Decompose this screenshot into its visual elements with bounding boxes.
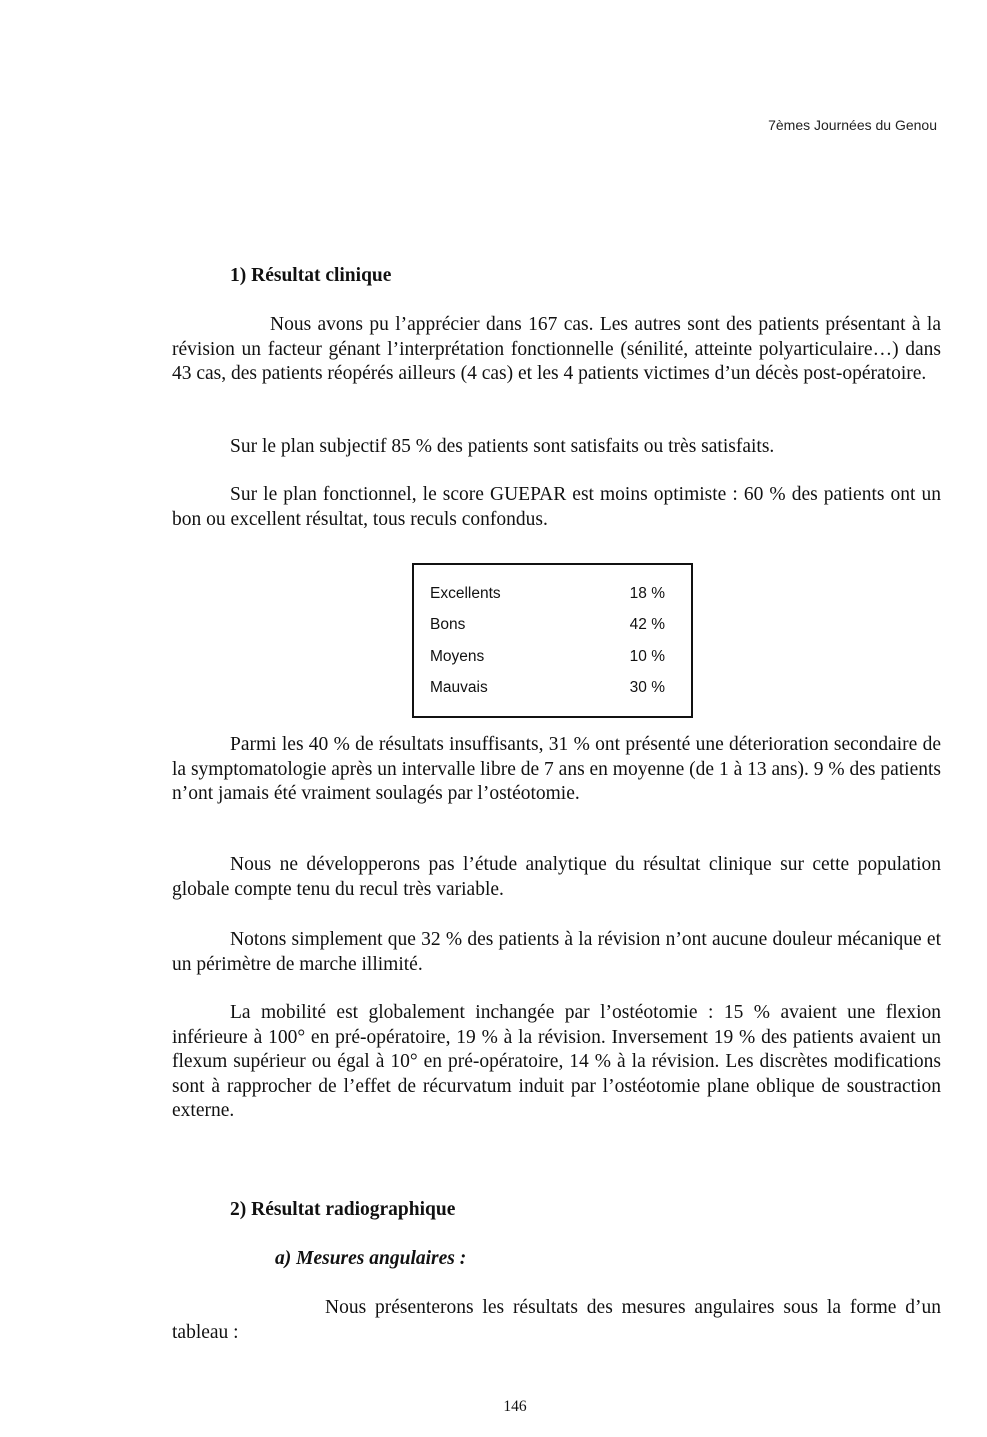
table-row-percent: 30 % <box>629 679 665 696</box>
table-row <box>430 585 665 605</box>
paragraph-functional: Sur le plan fonctionnel, le score GUEPAR est moins optimiste : 60 % des patients ont un bon ou excellent résultat, tous reculs confondus. <box>172 484 941 530</box>
paragraph-analytic-study: Nous ne développerons pas l’étude analytique du résultat clinique sur cette population globale compte tenu du recul très variable. <box>172 854 941 900</box>
table-row-category: Mauvais <box>430 679 488 696</box>
table-row-percent: 18 % <box>629 585 665 602</box>
table-row-percent: 10 % <box>629 648 665 665</box>
paragraph-pain-free: Notons simplement que 32 % des patients à la révision n’ont aucune douleur mécanique et un périmètre de marche illimité. <box>172 929 941 975</box>
table-row-category: Excellents <box>430 585 501 602</box>
paragraph-mobility: La mobilité est globalement inchangée par l’ostéotomie : 15 % avaient une flexion inférieure à 100° en pré-opératoire, 19 % à la révision. Inversement 19 % des patients avaient un flexum supérieur ou égal à 10° en pré-opératoire, 14 % à la révision. Les discrètes modifications sont à rapprocher de l’effet de récurvatum induit par l’ostéotomie plane oblique de soustraction externe. <box>172 1002 941 1121</box>
subsection-heading-angular-measures: a) Mesures angulaires : <box>275 1248 467 1269</box>
table-row-category: Moyens <box>430 648 485 665</box>
table-row <box>430 616 665 636</box>
section-heading-clinical-result: 1) Résultat clinique <box>230 265 392 286</box>
running-header: 7èmes Journées du Genou <box>768 117 937 133</box>
paragraph-angular-intro: Nous présenterons les résultats des mesures angulaires sous la forme d’un tableau : <box>172 1297 941 1343</box>
section-heading-radiographic-result: 2) Résultat radiographique <box>230 1199 456 1220</box>
paragraph-clinical-intro: Nous avons pu l’apprécier dans 167 cas. Les autres sont des patients présentant à la révision un facteur génant l’interprétation fonctionnelle (sénilité, atteinte polyarticulaire…) dans 43 cas, des patients réopérés ailleurs (4 cas) et les 4 patients victimes d’un décès post-opératoire. <box>172 314 941 384</box>
page-number: 146 <box>503 1398 527 1415</box>
table-row <box>430 648 665 668</box>
table-row-percent: 42 % <box>629 616 665 633</box>
results-table <box>412 563 693 718</box>
table-row-category: Bons <box>430 616 466 633</box>
paragraph-insufficient-results: Parmi les 40 % de résultats insuffisants, 31 % ont présenté une déterioration secondaire de la symptomatologie après un intervalle libre de 7 ans en moyenne (de 1 à 13 ans). 9 % des patients n’ont jamais été vraiment soulagés par l’ostéotomie. <box>172 734 941 804</box>
paragraph-subjective: Sur le plan subjectif 85 % des patients sont satisfaits ou très satisfaits. <box>230 436 775 457</box>
table-row <box>430 679 665 699</box>
